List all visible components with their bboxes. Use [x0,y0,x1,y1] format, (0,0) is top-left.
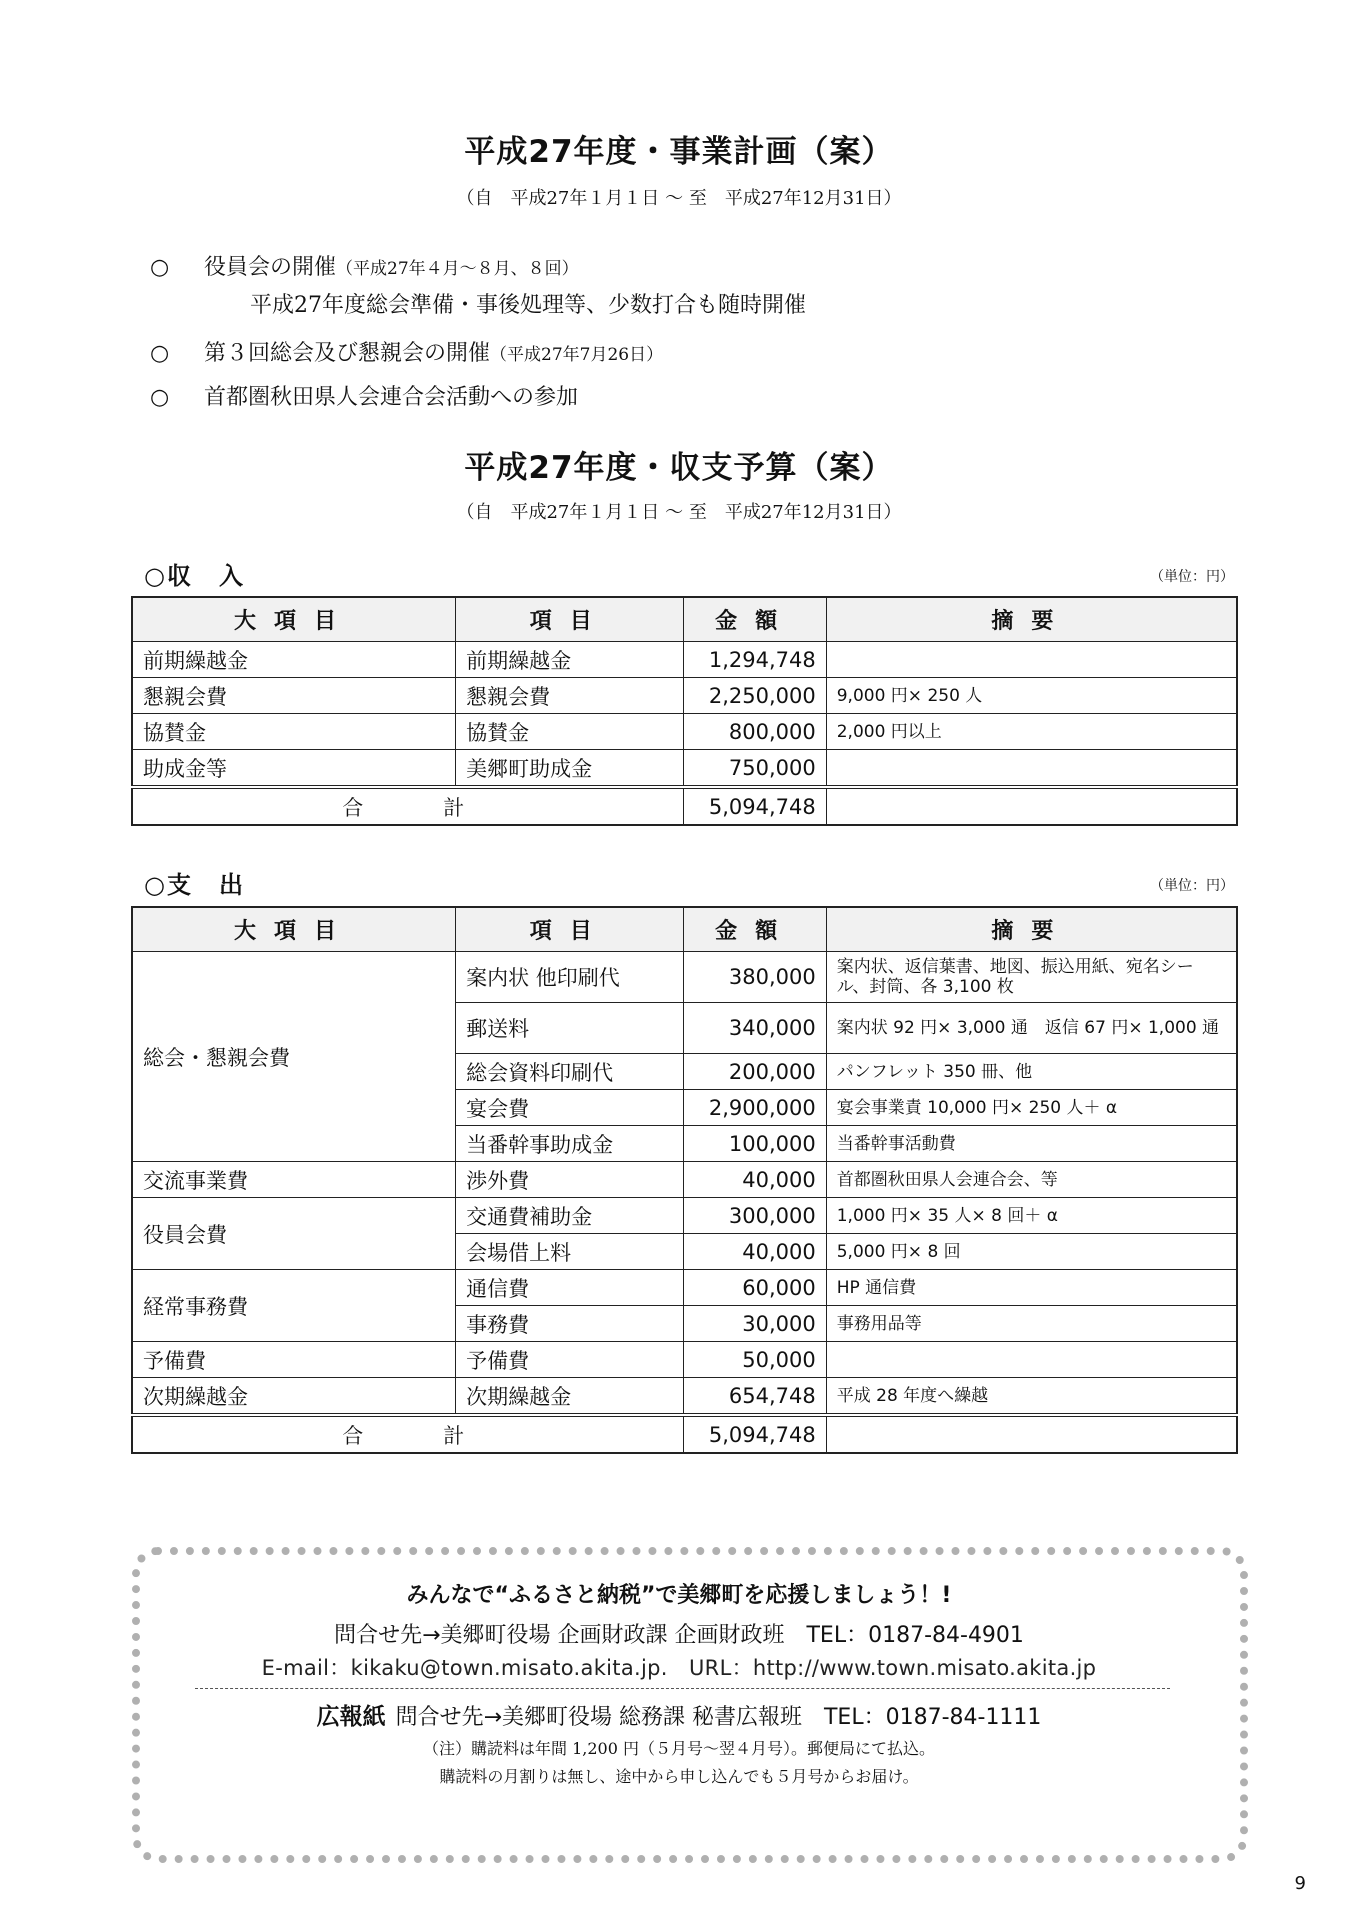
note-cell [826,1415,1237,1453]
total-row [132,787,1237,825]
info-divider [195,1688,1170,1689]
amount-cell: 2,900,000 [684,1090,826,1126]
header-category: 大項目 [132,907,456,952]
plan-item-note: （平成27年7月26日） [490,345,664,365]
amount-cell: 750,000 [684,750,826,788]
plan-title: 平成27年度・事業計画（案） [464,134,894,170]
table-row [132,1198,1237,1234]
budget-period: （自 平成27年１月１日 〜 至 平成27年12月31日） [456,502,902,523]
item-cell: 総会資料印刷代 [456,1054,684,1090]
header-amount: 金額 [684,597,826,642]
budget-title: 平成27年度・収支予算（案） [464,450,894,486]
category-cell: 助成金等 [132,750,456,788]
total-amount: 5,094,748 [684,787,826,825]
note-cell: 案内状 92 円× 3,000 通 返信 67 円× 1,000 通 [826,1003,1237,1054]
item-cell: 次期繰越金 [456,1378,684,1416]
total-row [132,1415,1237,1453]
item-cell: 協賛金 [456,714,684,750]
plan-period: （自 平成27年１月１日 〜 至 平成27年12月31日） [456,188,902,209]
page-number: 9 [1294,1873,1306,1894]
header-note: 摘要 [826,907,1237,952]
note-cell [826,787,1237,825]
note-cell: 事務用品等 [826,1306,1237,1342]
note-cell [826,642,1237,678]
income-heading: ○収 入 [144,562,245,590]
note-cell: 首都圏秋田県人会連合会、等 [826,1162,1237,1198]
item-cell: 事務費 [456,1306,684,1342]
plan-item-text: 役員会の開催 [204,255,337,280]
income-unit: （単位：円） [1150,569,1234,585]
category-cell: 経常事務費 [132,1270,456,1342]
total-amount: 5,094,748 [684,1415,826,1453]
pr-label: 広報紙 [316,1704,386,1730]
header-note: 摘要 [826,597,1237,642]
category-cell: 懇親会費 [132,678,456,714]
circle-bullet-icon: ○ [150,255,170,280]
amount-cell: 200,000 [684,1054,826,1090]
category-cell: 協賛金 [132,714,456,750]
total-label: 合計 [132,1415,684,1453]
plan-item [150,380,578,411]
table-row [132,642,1237,678]
table-row [132,678,1237,714]
amount-cell: 340,000 [684,1003,826,1054]
plan-item-text: 首都圏秋田県人会連合会活動への参加 [204,385,579,410]
subscription-note-2: 購読料の月割りは無し、途中から申し込んでも５月号からお届け。 [439,1767,919,1786]
item-cell: 美郷町助成金 [456,750,684,788]
category-cell: 交流事業費 [132,1162,456,1198]
note-cell: 5,000 円× 8 回 [826,1234,1237,1270]
item-cell: 当番幹事助成金 [456,1126,684,1162]
item-cell: 案内状 他印刷代 [456,952,684,1003]
amount-cell: 50,000 [684,1342,826,1378]
amount-cell: 800,000 [684,714,826,750]
amount-cell: 40,000 [684,1234,826,1270]
total-label: 合計 [132,787,684,825]
income-header-row [132,597,1237,642]
item-cell: 予備費 [456,1342,684,1378]
amount-cell: 654,748 [684,1378,826,1416]
table-row [132,1378,1237,1416]
category-cell: 総会・懇親会費 [132,952,456,1162]
item-cell: 懇親会費 [456,678,684,714]
note-cell [826,750,1237,788]
amount-cell: 1,294,748 [684,642,826,678]
category-cell: 前期繰越金 [132,642,456,678]
plan-item-text: 平成27年度総会準備・事後処理等、少数打合も随時開催 [250,293,806,318]
expense-table [131,906,1238,1454]
item-cell: 郵送料 [456,1003,684,1054]
plan-item [150,250,579,281]
table-row [132,1162,1237,1198]
table-row [132,714,1237,750]
subscription-note-1: （注）購読料は年間 1,200 円（５月号〜翌４月号）。郵便局にて払込。 [423,1739,935,1758]
plan-item-note: （平成27年４月〜８月、８回） [336,259,579,279]
note-cell: 1,000 円× 35 人× 8 回＋ α [826,1198,1237,1234]
note-cell: 宴会事業責 10,000 円× 250 人＋ α [826,1090,1237,1126]
item-cell: 宴会費 [456,1090,684,1126]
item-cell: 渉外費 [456,1162,684,1198]
plan-item [250,288,806,319]
note-cell: 案内状、返信葉書、地図、振込用紙、宛名シール、封筒、各 3,100 枚 [826,952,1237,1003]
note-cell: HP 通信費 [826,1270,1237,1306]
amount-cell: 380,000 [684,952,826,1003]
category-cell: 予備費 [132,1342,456,1378]
amount-cell: 60,000 [684,1270,826,1306]
amount-cell: 30,000 [684,1306,826,1342]
planning-contact: 問合せ先→美郷町役場 企画財政課 企画財政班 TEL：0187-84-4901 [334,1623,1024,1648]
table-row [132,1342,1237,1378]
amount-cell: 100,000 [684,1126,826,1162]
plan-item-text: 第３回総会及び懇親会の開催 [204,341,491,366]
table-row [132,952,1237,1003]
note-cell: 平成 28 年度へ繰越 [826,1378,1237,1416]
note-cell: パンフレット 350 冊、他 [826,1054,1237,1090]
income-table [131,596,1238,826]
item-cell: 会場借上料 [456,1234,684,1270]
header-item: 項目 [456,907,684,952]
email-url-line: E-mail：kikaku@town.misato.akita.jp. URL：http://www.town.misato.akita.jp [261,1656,1097,1680]
amount-cell: 300,000 [684,1198,826,1234]
item-cell: 通信費 [456,1270,684,1306]
expense-heading: ○支 出 [144,871,245,899]
category-cell: 次期繰越金 [132,1378,456,1416]
circle-bullet-icon: ○ [150,341,170,366]
amount-cell: 40,000 [684,1162,826,1198]
header-category: 大項目 [132,597,456,642]
pr-contact-text: 問合せ先→美郷町役場 総務課 秘書広報班 TEL：0187-84-1111 [395,1705,1042,1730]
note-cell: 9,000 円× 250 人 [826,678,1237,714]
expense-header-row [132,907,1237,952]
amount-cell: 2,250,000 [684,678,826,714]
pr-contact [0,1698,1358,1731]
expense-unit: （単位：円） [1150,878,1234,894]
circle-bullet-icon: ○ [150,385,170,410]
plan-item [150,336,663,367]
item-cell: 交通費補助金 [456,1198,684,1234]
note-cell [826,1342,1237,1378]
table-row [132,1270,1237,1306]
note-cell: 当番幹事活動費 [826,1126,1237,1162]
table-row [132,750,1237,788]
furusato-tax-message: みんなで“ふるさと納税”で美郷町を応援しましょう！! [406,1583,952,1608]
header-item: 項目 [456,597,684,642]
header-amount: 金額 [684,907,826,952]
note-cell: 2,000 円以上 [826,714,1237,750]
category-cell: 役員会費 [132,1198,456,1270]
item-cell: 前期繰越金 [456,642,684,678]
